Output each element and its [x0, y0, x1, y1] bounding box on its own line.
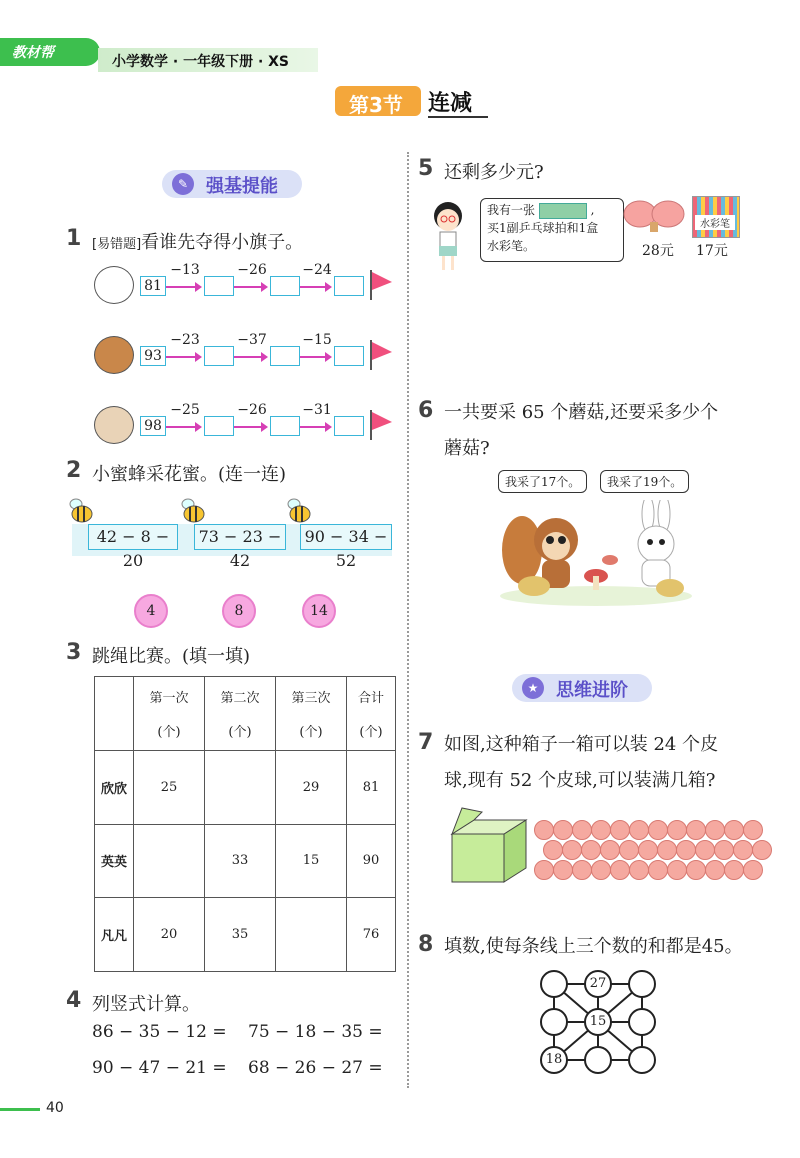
- page-number: 40: [46, 1100, 64, 1116]
- operation-label: −13: [170, 262, 200, 278]
- answer-box[interactable]: [270, 416, 300, 436]
- q4-number: 4: [66, 988, 82, 1013]
- banknote-icon: [539, 203, 587, 219]
- q8-text: 填数,使每条线上三个数的和都是45。: [444, 936, 743, 957]
- answer-box[interactable]: [334, 276, 364, 296]
- ball-icon: [600, 840, 620, 860]
- flag-icon: [368, 268, 394, 306]
- table-corner: [95, 677, 134, 751]
- balls-group: [534, 820, 764, 886]
- start-number: 98: [140, 416, 166, 436]
- operation-label: −23: [170, 332, 200, 348]
- ball-icon: [648, 820, 668, 840]
- calc-item: 75 − 18 − 35 =: [248, 1022, 383, 1042]
- q3-text: 跳绳比赛。(填一填): [92, 646, 251, 667]
- expression-box[interactable]: 42 − 8 − 20: [88, 524, 178, 550]
- flower-answer[interactable]: 8: [222, 594, 256, 628]
- ball-icon: [752, 840, 772, 860]
- box-illustration: [448, 804, 530, 884]
- ball-icon: [619, 840, 639, 860]
- score-table: [94, 676, 396, 972]
- ball-icon: [705, 860, 725, 880]
- given-number-circle: 27: [584, 970, 612, 998]
- medal-icon: ★: [522, 677, 544, 699]
- section-underline: [428, 116, 488, 118]
- ball-icon: [610, 860, 630, 880]
- table-row: 欣欣 25 29 81: [95, 751, 396, 825]
- answer-box[interactable]: [334, 346, 364, 366]
- ball-icon: [553, 860, 573, 880]
- arrow: [300, 286, 330, 288]
- ball-icon: [581, 840, 601, 860]
- operation-label: −25: [170, 402, 200, 418]
- speech-bubble-rabbit: 我采了19个。: [600, 470, 689, 493]
- q6-text-line1: 一共要采 65 个蘑菇,还要采多少个: [444, 402, 719, 423]
- table-header: 第二次 (个): [204, 677, 275, 751]
- girl-illustration: [428, 196, 468, 276]
- blank-circle[interactable]: [540, 1008, 568, 1036]
- q5-number: 5: [418, 156, 434, 181]
- arrow: [234, 286, 266, 288]
- table-row: 凡凡 20 35 76: [95, 898, 396, 972]
- operation-label: −26: [237, 262, 267, 278]
- ball-icon: [667, 820, 687, 840]
- watercolor-pens-icon: 水彩笔: [692, 196, 740, 238]
- ball-icon: [572, 860, 592, 880]
- ball-icon: [534, 820, 554, 840]
- expression-box[interactable]: 73 − 23 − 42: [194, 524, 286, 550]
- table-cell[interactable]: 29: [275, 751, 346, 825]
- q6-text-line2: 蘑菇?: [444, 438, 490, 459]
- blank-circle[interactable]: [628, 1046, 656, 1074]
- start-number: 81: [140, 276, 166, 296]
- q7-text-line2: 球,现有 52 个皮球,可以装满几箱?: [444, 770, 716, 791]
- ball-icon: [686, 860, 706, 880]
- ball-icon: [648, 860, 668, 880]
- q1-text: [易错题]看谁先夺得小旗子。: [92, 232, 304, 253]
- ball-icon: [724, 860, 744, 880]
- ball-icon: [591, 860, 611, 880]
- answer-box[interactable]: [334, 416, 364, 436]
- ping-pong-paddles-icon: [620, 198, 688, 234]
- operation-label: −31: [302, 402, 332, 418]
- footer-line: [0, 1108, 40, 1111]
- ball-icon: [743, 820, 763, 840]
- banner-advanced: ★ 思维进阶: [512, 674, 652, 702]
- operation-label: −15: [302, 332, 332, 348]
- arrow: [234, 426, 266, 428]
- speech-bubble-squirrel: 我采了17个。: [498, 470, 587, 493]
- table-cell[interactable]: 76: [346, 898, 395, 972]
- table-header: 第三次 (个): [275, 677, 346, 751]
- start-number: 93: [140, 346, 166, 366]
- arrow: [166, 286, 200, 288]
- subject-strip: 小学数学 · 一年级下册 · XS: [98, 48, 318, 72]
- rabbit-icon: [94, 266, 134, 304]
- q1-number: 1: [66, 226, 82, 251]
- ball-icon: [553, 820, 573, 840]
- q4-text: 列竖式计算。: [92, 994, 200, 1015]
- banner-basic: ✎ 强基提能: [162, 170, 302, 198]
- flag-icon: [368, 408, 394, 446]
- table-cell[interactable]: 15: [275, 824, 346, 898]
- ball-icon: [667, 860, 687, 880]
- given-number-circle: 15: [584, 1008, 612, 1036]
- table-cell[interactable]: 33: [204, 824, 275, 898]
- table-cell[interactable]: [275, 898, 346, 972]
- price-pens: 17元: [696, 243, 728, 259]
- q7-number: 7: [418, 730, 434, 755]
- ball-icon: [629, 820, 649, 840]
- q3-number: 3: [66, 640, 82, 665]
- table-cell[interactable]: [204, 751, 275, 825]
- price-paddles: 28元: [642, 243, 674, 259]
- calc-item: 68 − 26 − 27 =: [248, 1058, 383, 1078]
- table-cell[interactable]: 90: [346, 824, 395, 898]
- ball-icon: [591, 820, 611, 840]
- ball-icon: [629, 860, 649, 880]
- table-row: 英英 33 15 90: [95, 824, 396, 898]
- ball-icon: [714, 840, 734, 860]
- ball-icon: [676, 840, 696, 860]
- table-header-row: [95, 677, 396, 751]
- table-cell[interactable]: 25: [134, 751, 205, 825]
- ball-icon: [724, 820, 744, 840]
- blank-circle[interactable]: [540, 970, 568, 998]
- q2-text: 小蜜蜂采花蜜。(连一连): [92, 464, 287, 485]
- monkey-icon: [94, 406, 134, 444]
- bear-icon: [94, 336, 134, 374]
- ball-icon: [686, 820, 706, 840]
- ball-icon: [562, 840, 582, 860]
- answer-box[interactable]: [204, 346, 234, 366]
- calc-item: 90 − 47 − 21 =: [92, 1058, 227, 1078]
- q8-number: 8: [418, 932, 434, 957]
- blank-circle[interactable]: [628, 970, 656, 998]
- arrow: [166, 426, 200, 428]
- arrow: [300, 356, 330, 358]
- expression-box[interactable]: 90 − 34 − 52: [300, 524, 392, 550]
- mushroom-picking-illustration: [498, 500, 694, 606]
- answer-box[interactable]: [270, 276, 300, 296]
- textbook-tag: 教材帮: [0, 38, 100, 66]
- flower-answer[interactable]: 14: [302, 594, 336, 628]
- table-cell[interactable]: [134, 824, 205, 898]
- answer-box[interactable]: [204, 416, 234, 436]
- table-cell[interactable]: 20: [134, 898, 205, 972]
- table-header: 合计 (个): [346, 677, 395, 751]
- operation-label: −24: [302, 262, 332, 278]
- arrow: [300, 426, 330, 428]
- q6-number: 6: [418, 398, 434, 423]
- arrow: [234, 356, 266, 358]
- ball-icon: [733, 840, 753, 860]
- answer-box[interactable]: [204, 276, 234, 296]
- answer-box[interactable]: [270, 346, 300, 366]
- speech-bubble: 我有一张 , 买1副乒乓球拍和1盒 水彩笔。: [480, 198, 624, 262]
- q7-text-line1: 如图,这种箱子一箱可以装 24 个皮: [444, 734, 719, 755]
- table-cell[interactable]: 35: [204, 898, 275, 972]
- ball-icon: [572, 820, 592, 840]
- ball-icon: [638, 840, 658, 860]
- pencil-icon: ✎: [172, 173, 194, 195]
- flag-icon: [368, 338, 394, 376]
- operation-label: −26: [237, 402, 267, 418]
- ball-icon: [705, 820, 725, 840]
- table-cell[interactable]: 81: [346, 751, 395, 825]
- q1-tag: [易错题]: [92, 237, 142, 252]
- flower-answer[interactable]: 4: [134, 594, 168, 628]
- q2-number: 2: [66, 458, 82, 483]
- section-badge: 第3节: [335, 86, 421, 116]
- ball-icon: [610, 820, 630, 840]
- ball-icon: [543, 840, 563, 860]
- ball-icon: [657, 840, 677, 860]
- ball-icon: [534, 860, 554, 880]
- arrow: [166, 356, 200, 358]
- ball-icon: [695, 840, 715, 860]
- blank-circle[interactable]: [628, 1008, 656, 1036]
- given-number-circle: 18: [540, 1046, 568, 1074]
- q5-text: 还剩多少元?: [444, 162, 544, 183]
- blank-circle[interactable]: [584, 1046, 612, 1074]
- table-header: 第一次 (个): [134, 677, 205, 751]
- section-title: 连减: [428, 91, 473, 116]
- operation-label: −37: [237, 332, 267, 348]
- column-divider: [407, 152, 409, 1088]
- calc-item: 86 − 35 − 12 =: [92, 1022, 227, 1042]
- ball-icon: [743, 860, 763, 880]
